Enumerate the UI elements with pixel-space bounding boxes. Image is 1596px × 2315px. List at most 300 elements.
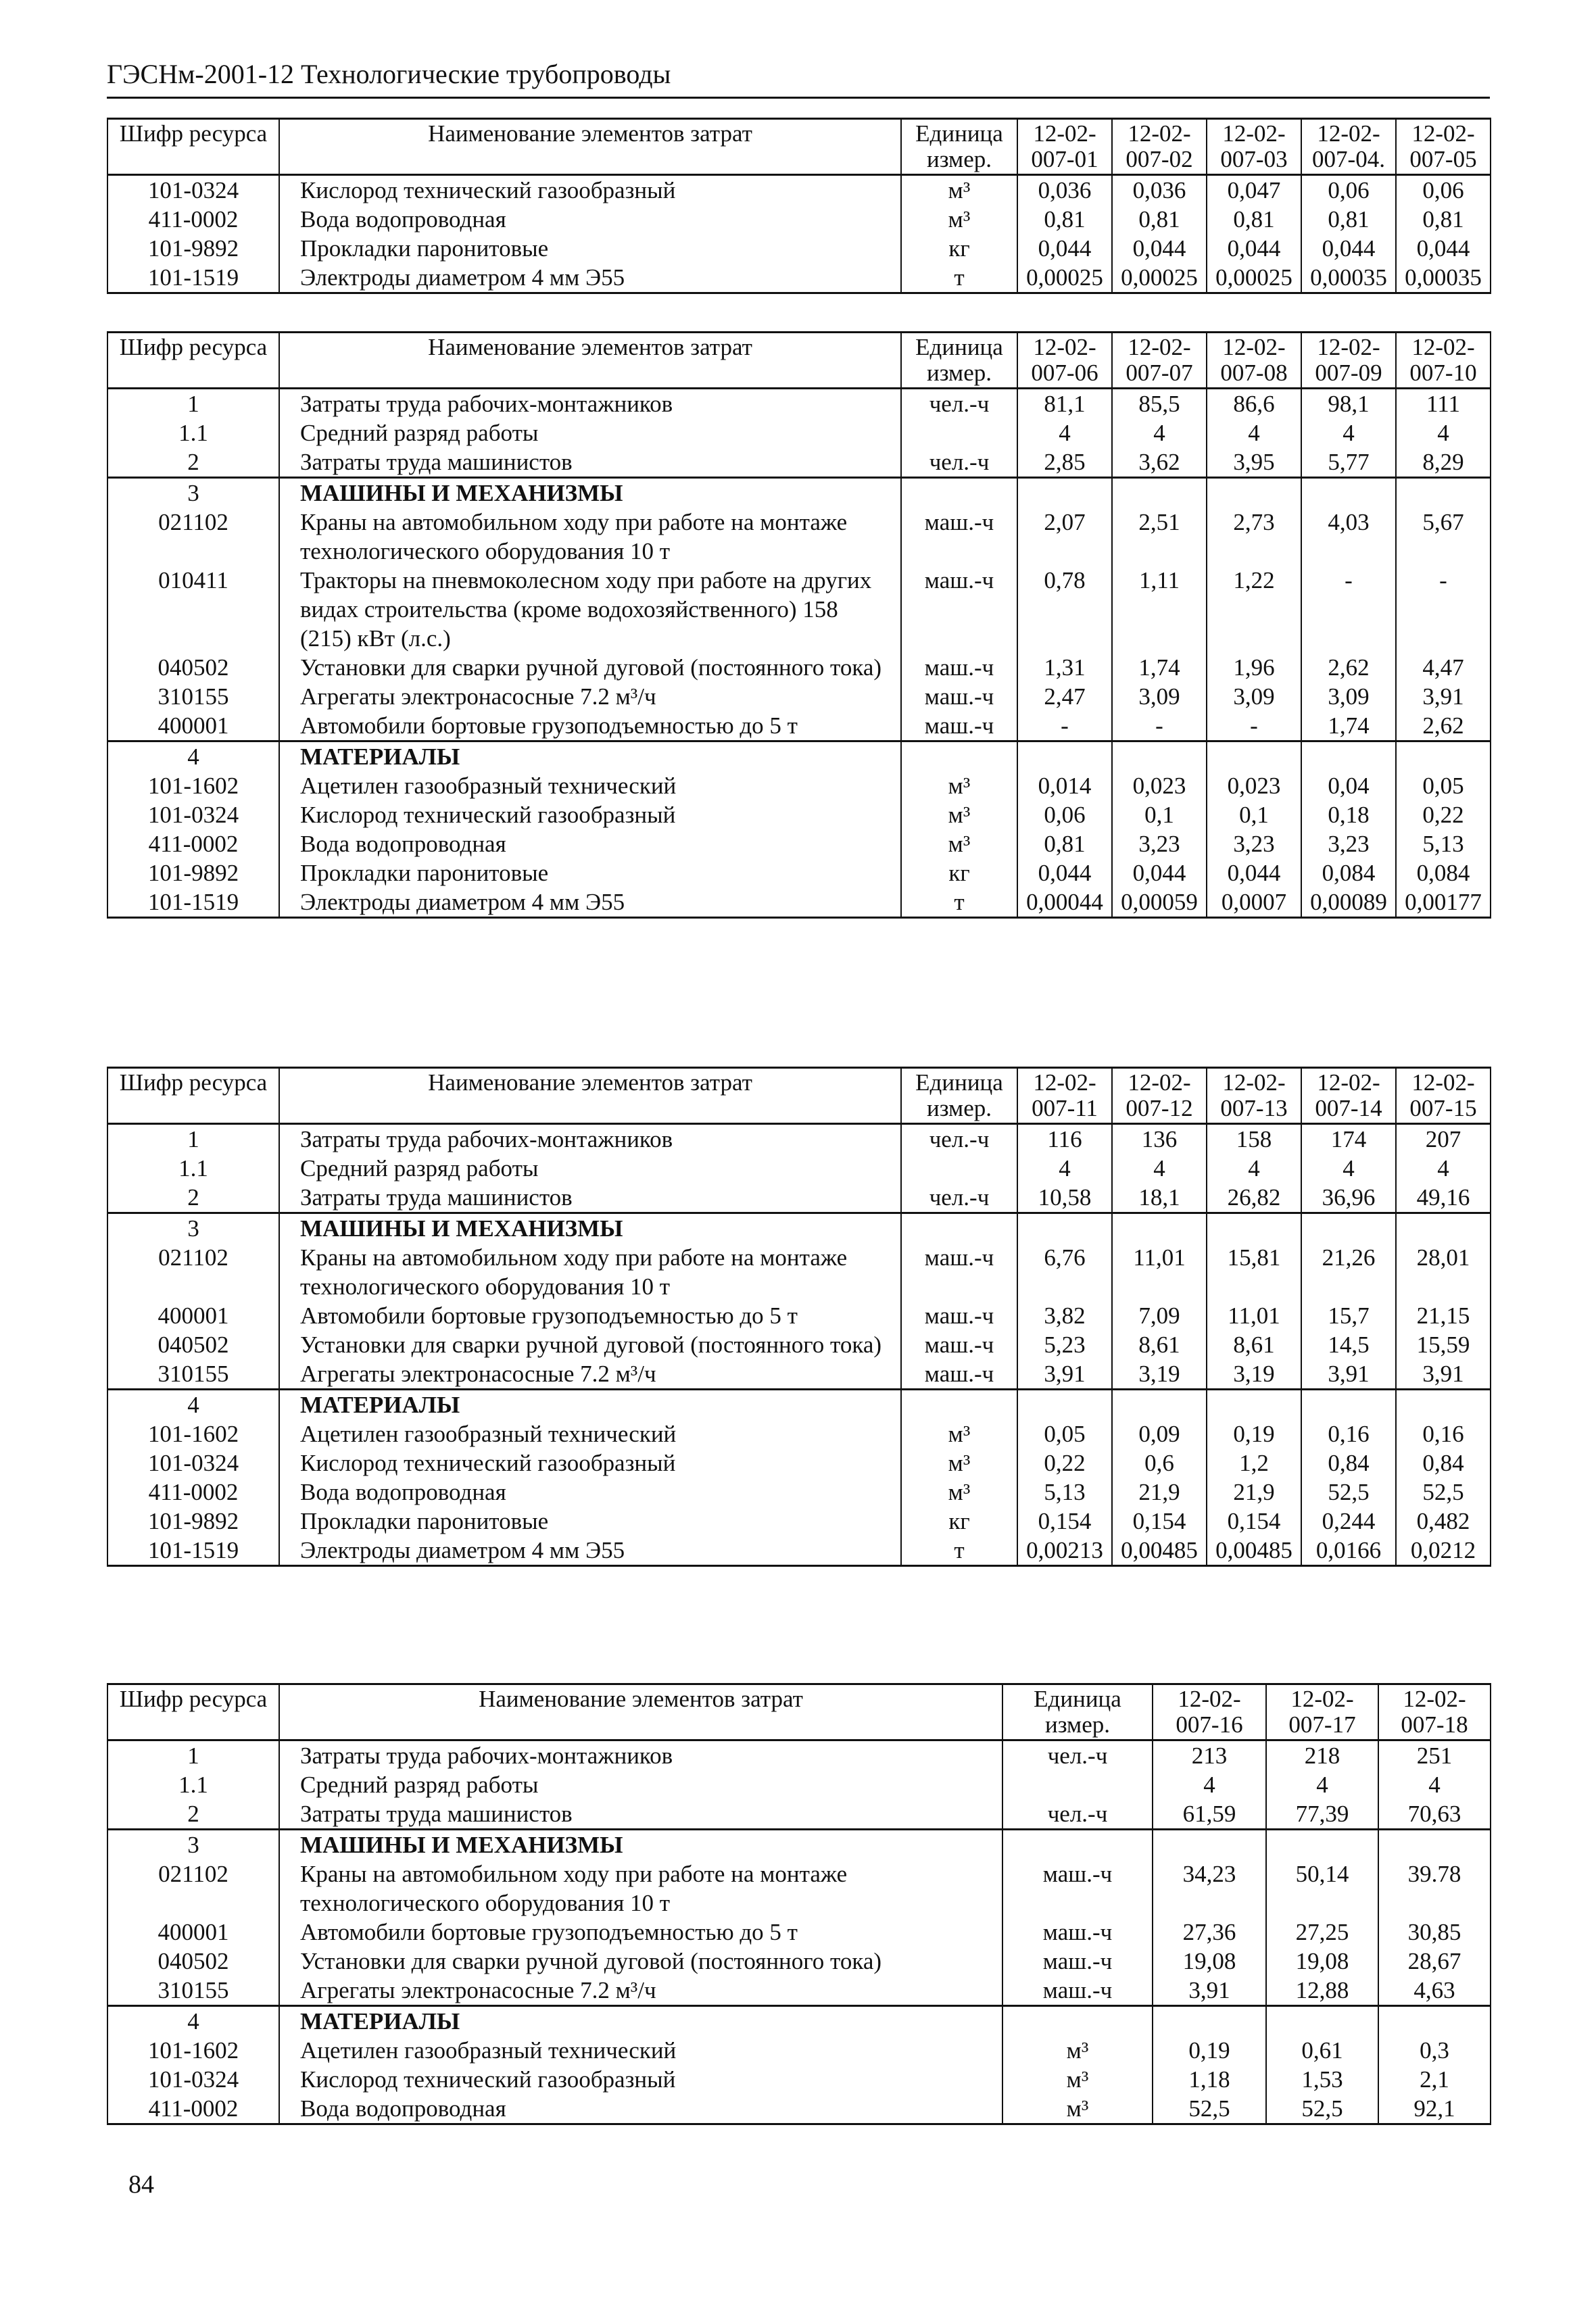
resource-unit: маш.-ч [901,1243,1017,1301]
resource-name: Краны на автомобильном ходу при работе на монтаже технологического оборудования 10 т [279,1859,1002,1918]
norm-value: 0,044 [1017,858,1112,887]
norm-value [1153,1830,1266,1860]
norm-value: 0,482 [1396,1507,1491,1536]
column-header-norm: 12-02- 007-18 [1378,1684,1491,1740]
resource-unit [1002,2006,1153,2037]
resource-code: 040502 [107,1947,279,1976]
norm-value: 4 [1017,1154,1112,1183]
norm-value: 3,82 [1017,1301,1112,1330]
norm-value: 0,81 [1017,205,1112,234]
norm-value: 36,96 [1301,1183,1396,1213]
column-header-norm: 12-02- 007-12 [1112,1068,1207,1124]
resource-code: 101-9892 [107,1507,279,1536]
table-row [107,2036,1491,2065]
norm-value: 4 [1153,1770,1266,1799]
table-row [107,829,1491,858]
resource-code: 411-0002 [107,205,279,234]
column-header-code: Шифр ресурса [107,1684,279,1740]
norm-value: 0,047 [1207,175,1301,205]
norm-value: 27,36 [1153,1918,1266,1947]
resource-code: 1 [107,389,279,419]
resource-unit: м³ [901,1448,1017,1478]
table-row [107,887,1491,918]
table-row [107,1799,1491,1830]
norm-value: 2,62 [1301,653,1396,682]
resource-name: МАШИНЫ И МЕХАНИЗМЫ [279,1830,1002,1860]
norm-value: 2,07 [1017,508,1112,566]
resource-name: Вода водопроводная [279,1478,901,1507]
norm-value [1266,1830,1378,1860]
resource-unit: м³ [901,829,1017,858]
resource-unit: маш.-ч [1002,1918,1153,1947]
column-header-norm: 12-02- 007-04. [1301,119,1396,175]
resource-code: 101-0324 [107,1448,279,1478]
table-header-row [107,1684,1491,1740]
norm-value: 3,23 [1301,829,1396,858]
table-row [107,389,1491,419]
resource-unit: чел.-ч [901,1183,1017,1213]
table-row [107,447,1491,478]
resource-name: Кислород технический газообразный [279,2065,1002,2094]
resource-unit [1002,1830,1153,1860]
resource-unit: м³ [901,205,1017,234]
norm-value: 0,00177 [1396,887,1491,918]
column-header-norm: 12-02- 007-15 [1396,1068,1491,1124]
norm-value: 3,09 [1112,682,1207,711]
column-header-norm: 12-02- 007-16 [1153,1684,1266,1740]
norm-value: 0,81 [1396,205,1491,234]
resource-unit [901,478,1017,508]
norm-value: 0,19 [1153,2036,1266,2065]
norm-value: 0,00035 [1396,263,1491,293]
table-row [107,1330,1491,1359]
norm-value: 0,16 [1301,1419,1396,1448]
norm-value: 0,00089 [1301,887,1396,918]
resource-table-3 [107,1067,1491,1567]
resource-unit: маш.-ч [901,508,1017,566]
norm-value: 0,18 [1301,800,1396,829]
norm-value: 111 [1396,389,1491,419]
norm-value: 50,14 [1266,1859,1378,1918]
norm-value: 0,81 [1017,829,1112,858]
table-row [107,711,1491,741]
resource-name: Прокладки паронитовые [279,858,901,887]
norm-value: 5,13 [1396,829,1491,858]
table-row [107,771,1491,800]
norm-value: 10,58 [1017,1183,1112,1213]
norm-value: 19,08 [1153,1947,1266,1976]
norm-value: - [1112,711,1207,741]
norm-value: 21,9 [1112,1478,1207,1507]
resource-code: 101-1602 [107,771,279,800]
table-row [107,566,1491,653]
table-row [107,418,1491,447]
norm-value: 0,154 [1112,1507,1207,1536]
resource-name: Автомобили бортовые грузоподъемностью до 5 т [279,711,901,741]
norm-value: 21,26 [1301,1243,1396,1301]
resource-code: 1 [107,1740,279,1771]
norm-value: 15,59 [1396,1330,1491,1359]
column-header-unit: Единица измер. [901,1068,1017,1124]
column-header-code: Шифр ресурса [107,119,279,175]
norm-value: 5,67 [1396,508,1491,566]
resource-name: Установки для сварки ручной дуговой (постоянного тока) [279,1330,901,1359]
table-row [107,1419,1491,1448]
resource-name: Электроды диаметром 4 мм Э55 [279,263,901,293]
norm-value: 15,7 [1301,1301,1396,1330]
resource-name: Автомобили бортовые грузоподъемностью до 5 т [279,1301,901,1330]
resource-name: Электроды диаметром 4 мм Э55 [279,887,901,918]
resource-code: 3 [107,1213,279,1244]
table-row [107,858,1491,887]
norm-value: 0,00035 [1301,263,1396,293]
section-row [107,2006,1491,2037]
resource-unit: чел.-ч [901,447,1017,478]
resource-code: 101-0324 [107,800,279,829]
norm-value: 4 [1207,418,1301,447]
resource-table-4 [107,1683,1491,2125]
norm-value: 3,19 [1112,1359,1207,1390]
norm-value: 92,1 [1378,2094,1491,2124]
norm-value: 251 [1378,1740,1491,1771]
norm-value [1207,1390,1301,1420]
resource-name: Ацетилен газообразный технический [279,1419,901,1448]
resource-code: 101-9892 [107,858,279,887]
norm-value: 12,88 [1266,1976,1378,2006]
table-row [107,1507,1491,1536]
resource-unit [901,418,1017,447]
table-row [107,1770,1491,1799]
resource-name: Средний разряд работы [279,1154,901,1183]
norm-value: 19,08 [1266,1947,1378,1976]
norm-value: 3,91 [1301,1359,1396,1390]
norm-value: 1,22 [1207,566,1301,653]
resource-name: Средний разряд работы [279,418,901,447]
norm-value: 1,74 [1301,711,1396,741]
norm-value: 86,6 [1207,389,1301,419]
norm-value: 52,5 [1266,2094,1378,2124]
norm-value: 52,5 [1153,2094,1266,2124]
resource-name: Прокладки паронитовые [279,1507,901,1536]
norm-value: 0,044 [1112,234,1207,263]
norm-value: 4,03 [1301,508,1396,566]
norm-value: 81,1 [1017,389,1112,419]
resource-code: 1.1 [107,1154,279,1183]
table-row [107,800,1491,829]
norm-value: 0,1 [1207,800,1301,829]
norm-value: 2,1 [1378,2065,1491,2094]
resource-name: Вода водопроводная [279,2094,1002,2124]
norm-value: 28,01 [1396,1243,1491,1301]
table-row [107,1301,1491,1330]
resource-code: 021102 [107,1859,279,1918]
norm-value: 0,16 [1396,1419,1491,1448]
resource-code: 1 [107,1124,279,1154]
norm-value: 39.78 [1378,1859,1491,1918]
norm-value [1396,478,1491,508]
resource-unit: м³ [901,1419,1017,1448]
column-header-norm: 12-02- 007-06 [1017,333,1112,389]
resource-table-2 [107,331,1491,919]
resource-code: 2 [107,1799,279,1830]
norm-value [1301,1390,1396,1420]
resource-code: 411-0002 [107,2094,279,2124]
resource-code: 2 [107,1183,279,1213]
norm-value [1112,478,1207,508]
norm-value: 0,00025 [1017,263,1112,293]
norm-value: 1,18 [1153,2065,1266,2094]
column-header-unit: Единица измер. [901,333,1017,389]
resource-code: 411-0002 [107,1478,279,1507]
norm-value: 98,1 [1301,389,1396,419]
resource-name: Затраты труда машинистов [279,447,901,478]
norm-value: 4 [1112,1154,1207,1183]
norm-value: 2,73 [1207,508,1301,566]
resource-name: МАШИНЫ И МЕХАНИЗМЫ [279,1213,901,1244]
column-header-unit: Единица измер. [901,119,1017,175]
norm-value: 1,74 [1112,653,1207,682]
norm-value [1266,2006,1378,2037]
resource-name: МАТЕРИАЛЫ [279,741,901,772]
norm-value: 21,9 [1207,1478,1301,1507]
resource-code: 101-1602 [107,2036,279,2065]
resource-unit: м³ [1002,2036,1153,2065]
norm-value [1207,478,1301,508]
column-header-code: Шифр ресурса [107,1068,279,1124]
column-header-name: Наименование элементов затрат [279,1684,1002,1740]
resource-unit [1002,1770,1153,1799]
norm-value: 8,61 [1112,1330,1207,1359]
resource-unit: м³ [1002,2065,1153,2094]
section-row [107,1390,1491,1420]
norm-value: 0,00213 [1017,1536,1112,1566]
norm-value: 3,91 [1017,1359,1112,1390]
resource-code: 101-9892 [107,234,279,263]
resource-code: 411-0002 [107,829,279,858]
table-row [107,1448,1491,1478]
norm-value [1017,1390,1112,1420]
resource-unit: кг [901,1507,1017,1536]
column-header-unit: Единица измер. [1002,1684,1153,1740]
table-row [107,175,1491,205]
resource-name: Ацетилен газообразный технический [279,2036,1002,2065]
resource-code: 040502 [107,653,279,682]
norm-value: 0,036 [1112,175,1207,205]
resource-code: 4 [107,1390,279,1420]
norm-value: 3,95 [1207,447,1301,478]
norm-value: 3,91 [1153,1976,1266,2006]
table-row [107,653,1491,682]
norm-value: 0,06 [1301,175,1396,205]
norm-value: 0,244 [1301,1507,1396,1536]
norm-value [1378,2006,1491,2037]
norm-value: 0,036 [1017,175,1112,205]
norm-value [1396,1213,1491,1244]
resource-unit: маш.-ч [1002,1976,1153,2006]
norm-value: 4 [1266,1770,1378,1799]
norm-value: 0,044 [1017,234,1112,263]
table-row [107,1183,1491,1213]
table-row [107,508,1491,566]
norm-value: 21,15 [1396,1301,1491,1330]
norm-value: 2,62 [1396,711,1491,741]
table-row [107,1976,1491,2006]
page-header: ГЭСНм-2001-12 Технологические трубопроводы [107,58,1490,99]
norm-value: 0,014 [1017,771,1112,800]
norm-value: 4 [1378,1770,1491,1799]
table-row [107,263,1491,293]
norm-value: 0,81 [1207,205,1301,234]
resource-name: Затраты труда рабочих-монтажников [279,1740,1002,1771]
norm-value: 61,59 [1153,1799,1266,1830]
table-header-row [107,1068,1491,1124]
resource-unit: т [901,263,1017,293]
norm-value: 0,00485 [1112,1536,1207,1566]
norm-value: 158 [1207,1124,1301,1154]
resource-name: Установки для сварки ручной дуговой (постоянного тока) [279,653,901,682]
norm-value: 0,61 [1266,2036,1378,2065]
norm-value: 0,81 [1112,205,1207,234]
resource-name: Вода водопроводная [279,205,901,234]
resource-name: Краны на автомобильном ходу при работе на монтаже технологического оборудования 10 т [279,1243,901,1301]
resource-unit: чел.-ч [901,1124,1017,1154]
resource-unit: маш.-ч [901,566,1017,653]
norm-value: 0,06 [1017,800,1112,829]
resource-code: 010411 [107,566,279,653]
resource-unit: чел.-ч [1002,1799,1153,1830]
norm-value: 0,0007 [1207,887,1301,918]
norm-value [1017,478,1112,508]
resource-unit: т [901,887,1017,918]
resource-code: 101-1519 [107,887,279,918]
resource-unit: маш.-ч [901,1330,1017,1359]
norm-value: - [1017,711,1112,741]
resource-code: 101-0324 [107,2065,279,2094]
norm-value: 3,09 [1301,682,1396,711]
norm-value: 11,01 [1112,1243,1207,1301]
table-row [107,2094,1491,2124]
norm-value: 0,044 [1207,234,1301,263]
norm-value: 0,044 [1112,858,1207,887]
section-row [107,478,1491,508]
norm-value: 30,85 [1378,1918,1491,1947]
norm-value: 1,2 [1207,1448,1301,1478]
column-header-norm: 12-02- 007-09 [1301,333,1396,389]
norm-value: 0,0212 [1396,1536,1491,1566]
table-row [107,1947,1491,1976]
resource-code: 400001 [107,711,279,741]
norm-value: 70,63 [1378,1799,1491,1830]
resource-unit: м³ [901,800,1017,829]
column-header-norm: 12-02- 007-14 [1301,1068,1396,1124]
resource-name: Электроды диаметром 4 мм Э55 [279,1536,901,1566]
resource-name: Установки для сварки ручной дуговой (постоянного тока) [279,1947,1002,1976]
norm-value [1207,1213,1301,1244]
norm-value: 0,09 [1112,1419,1207,1448]
norm-value: 85,5 [1112,389,1207,419]
norm-value: 0,023 [1112,771,1207,800]
resource-name: Затраты труда машинистов [279,1183,901,1213]
resource-unit: м³ [901,175,1017,205]
resource-name: Затраты труда рабочих-монтажников [279,1124,901,1154]
resource-code: 040502 [107,1330,279,1359]
resource-code: 1.1 [107,1770,279,1799]
norm-value: - [1207,711,1301,741]
resource-name: Кислород технический газообразный [279,175,901,205]
page-number: 84 [128,2170,154,2199]
norm-value: 5,77 [1301,447,1396,478]
table-row [107,1154,1491,1183]
resource-name: Прокладки паронитовые [279,234,901,263]
table-row [107,205,1491,234]
norm-value: 4 [1301,418,1396,447]
norm-value: 4 [1396,1154,1491,1183]
norm-value: 1,11 [1112,566,1207,653]
norm-value [1301,741,1396,772]
norm-value: 49,16 [1396,1183,1491,1213]
norm-value: - [1396,566,1491,653]
resource-unit [901,1213,1017,1244]
section-row [107,1830,1491,1860]
norm-value [1396,1390,1491,1420]
table-row [107,1478,1491,1507]
column-header-name: Наименование элементов затрат [279,1068,901,1124]
resource-unit [901,741,1017,772]
resource-code: 4 [107,2006,279,2037]
resource-code: 400001 [107,1301,279,1330]
resource-name: Средний разряд работы [279,1770,1002,1799]
norm-value: 11,01 [1207,1301,1301,1330]
norm-value: 52,5 [1301,1478,1396,1507]
norm-value: 4,47 [1396,653,1491,682]
norm-value: 0,84 [1301,1448,1396,1478]
resource-code: 101-1519 [107,1536,279,1566]
column-header-name: Наименование элементов затрат [279,333,901,389]
norm-value: 5,13 [1017,1478,1112,1507]
column-header-code: Шифр ресурса [107,333,279,389]
norm-value: 0,084 [1396,858,1491,887]
resource-name: Краны на автомобильном ходу при работе на монтаже технологического оборудования 10 т [279,508,901,566]
column-header-norm: 12-02- 007-10 [1396,333,1491,389]
norm-value [1396,741,1491,772]
column-header-norm: 12-02- 007-01 [1017,119,1112,175]
norm-value: 0,84 [1396,1448,1491,1478]
norm-value: 6,76 [1017,1243,1112,1301]
resource-name: Автомобили бортовые грузоподъемностью до 5 т [279,1918,1002,1947]
norm-value: 0,044 [1396,234,1491,263]
resource-code: 400001 [107,1918,279,1947]
norm-value: 0,00485 [1207,1536,1301,1566]
norm-value: 4,63 [1378,1976,1491,2006]
resource-code: 4 [107,741,279,772]
norm-value: 218 [1266,1740,1378,1771]
norm-value: 3,23 [1207,829,1301,858]
norm-value: 0,19 [1207,1419,1301,1448]
resource-code: 101-0324 [107,175,279,205]
norm-value: 8,61 [1207,1330,1301,1359]
resource-code: 021102 [107,1243,279,1301]
table-row [107,1740,1491,1771]
norm-value: 0,05 [1017,1419,1112,1448]
norm-value: 136 [1112,1124,1207,1154]
resource-unit: маш.-ч [901,653,1017,682]
section-row [107,741,1491,772]
resource-unit: маш.-ч [901,682,1017,711]
norm-value: 0,04 [1301,771,1396,800]
resource-code: 310155 [107,682,279,711]
norm-value [1301,478,1396,508]
column-header-norm: 12-02- 007-05 [1396,119,1491,175]
